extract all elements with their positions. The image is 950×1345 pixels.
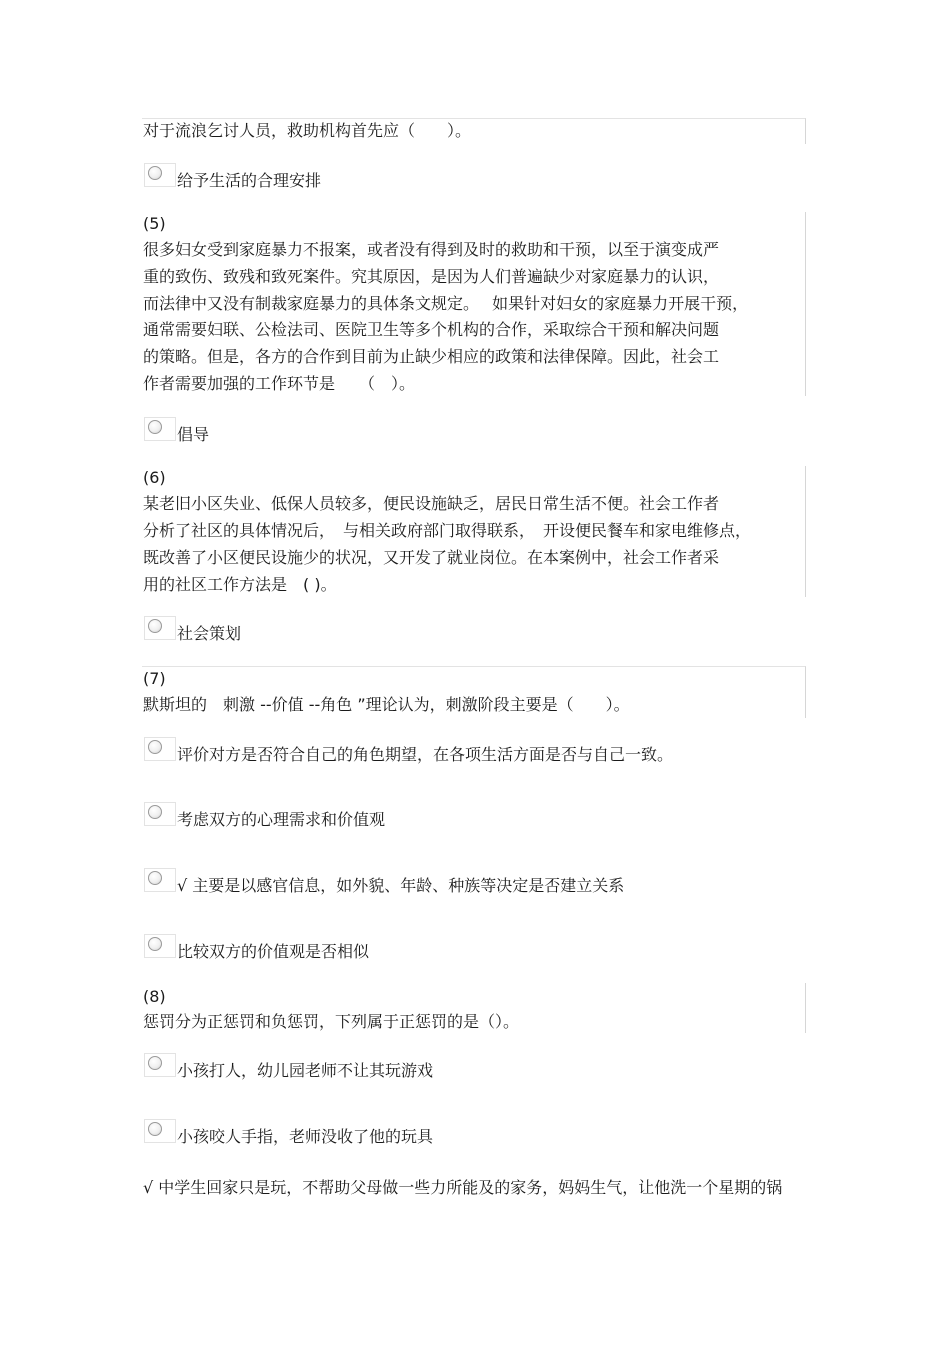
question-stem-line: 重的致伤、致残和致死案件。究其原因，是因为人们普遍缺少对家庭暴力的认识，: [143, 267, 720, 286]
question-number: (7): [143, 669, 166, 688]
radio-circle-icon: [148, 805, 162, 819]
question-stem-line: 作者需要加强的工作环节是 （ ）。: [143, 374, 416, 393]
radio-button[interactable]: [144, 934, 176, 958]
radio-circle-icon: [148, 1122, 162, 1136]
radio-circle-icon: [148, 740, 162, 754]
radio-button[interactable]: [144, 616, 176, 640]
question-stem-line: 用的社区工作方法是 ( )。: [143, 575, 337, 594]
question-stem-line: 而法律中又没有制裁家庭暴力的具体条文规定。 如果针对妇女的家庭暴力开展干预，: [143, 294, 749, 313]
option-label-correct: √ 主要是以感官信息，如外貌、年龄、种族等决定是否建立关系: [177, 876, 625, 895]
radio-circle-icon: [148, 166, 162, 180]
question-stem-line: 某老旧小区失业、低保人员较多，便民设施缺乏，居民日常生活不便。社会工作者: [143, 494, 720, 513]
radio-button[interactable]: [144, 1053, 176, 1077]
radio-circle-icon: [148, 937, 162, 951]
option-label: 考虑双方的心理需求和价值观: [177, 810, 386, 829]
option-label: 评价对方是否符合自己的角色期望，在各项生活方面是否与自己一致。: [177, 745, 674, 764]
question-stem: 对于流浪乞讨人员，救助机构首先应（ ）。: [143, 121, 472, 140]
question-stem: 惩罚分为正惩罚和负惩罚，下列属于正惩罚的是（）。: [143, 1012, 520, 1031]
radio-button[interactable]: [144, 417, 176, 441]
question-stem: 默斯坦的 刺激 --价值 --角色 ”理论认为，刺激阶段主要是（ ）。: [143, 695, 630, 714]
question-stem-line: 的策略。但是，各方的合作到目前为止缺少相应的政策和法律保障。因此，社会工: [143, 347, 720, 366]
radio-circle-icon: [148, 420, 162, 434]
option-label: 倡导: [177, 425, 210, 444]
option-label: 小孩打人，幼儿园老师不让其玩游戏: [177, 1061, 434, 1080]
radio-button[interactable]: [144, 163, 176, 187]
option-label: 小孩咬人手指，老师没收了他的玩具: [177, 1127, 434, 1146]
radio-button[interactable]: [144, 737, 176, 761]
radio-circle-icon: [148, 871, 162, 885]
radio-button[interactable]: [144, 802, 176, 826]
question-stem-line: 通常需要妇联、公检法司、医院卫生等多个机构的合作，采取综合干预和解决问题: [143, 320, 720, 339]
option-label: 比较双方的价值观是否相似: [177, 942, 370, 961]
option-label: 社会策划: [177, 624, 242, 643]
question-number: (8): [143, 987, 166, 1006]
radio-circle-icon: [148, 619, 162, 633]
radio-button[interactable]: [144, 1119, 176, 1143]
question-stem-line: 分析了社区的具体情况后， 与相关政府部门取得联系， 开设便民餐车和家电维修点，: [143, 521, 752, 540]
radio-button[interactable]: [144, 868, 176, 892]
option-label-correct: √ 中学生回家只是玩，不帮助父母做一些力所能及的家务，妈妈生气，让他洗一个星期的锅: [143, 1178, 783, 1197]
question-number: (5): [143, 214, 166, 233]
option-label: 给予生活的合理安排: [177, 171, 322, 190]
radio-circle-icon: [148, 1056, 162, 1070]
question-stem-line: 既改善了小区便民设施少的状况，又开发了就业岗位。在本案例中，社会工作者采: [143, 548, 720, 567]
question-stem-line: 很多妇女受到家庭暴力不报案，或者没有得到及时的救助和干预，以至于演变成严: [143, 240, 720, 259]
question-number: (6): [143, 468, 166, 487]
